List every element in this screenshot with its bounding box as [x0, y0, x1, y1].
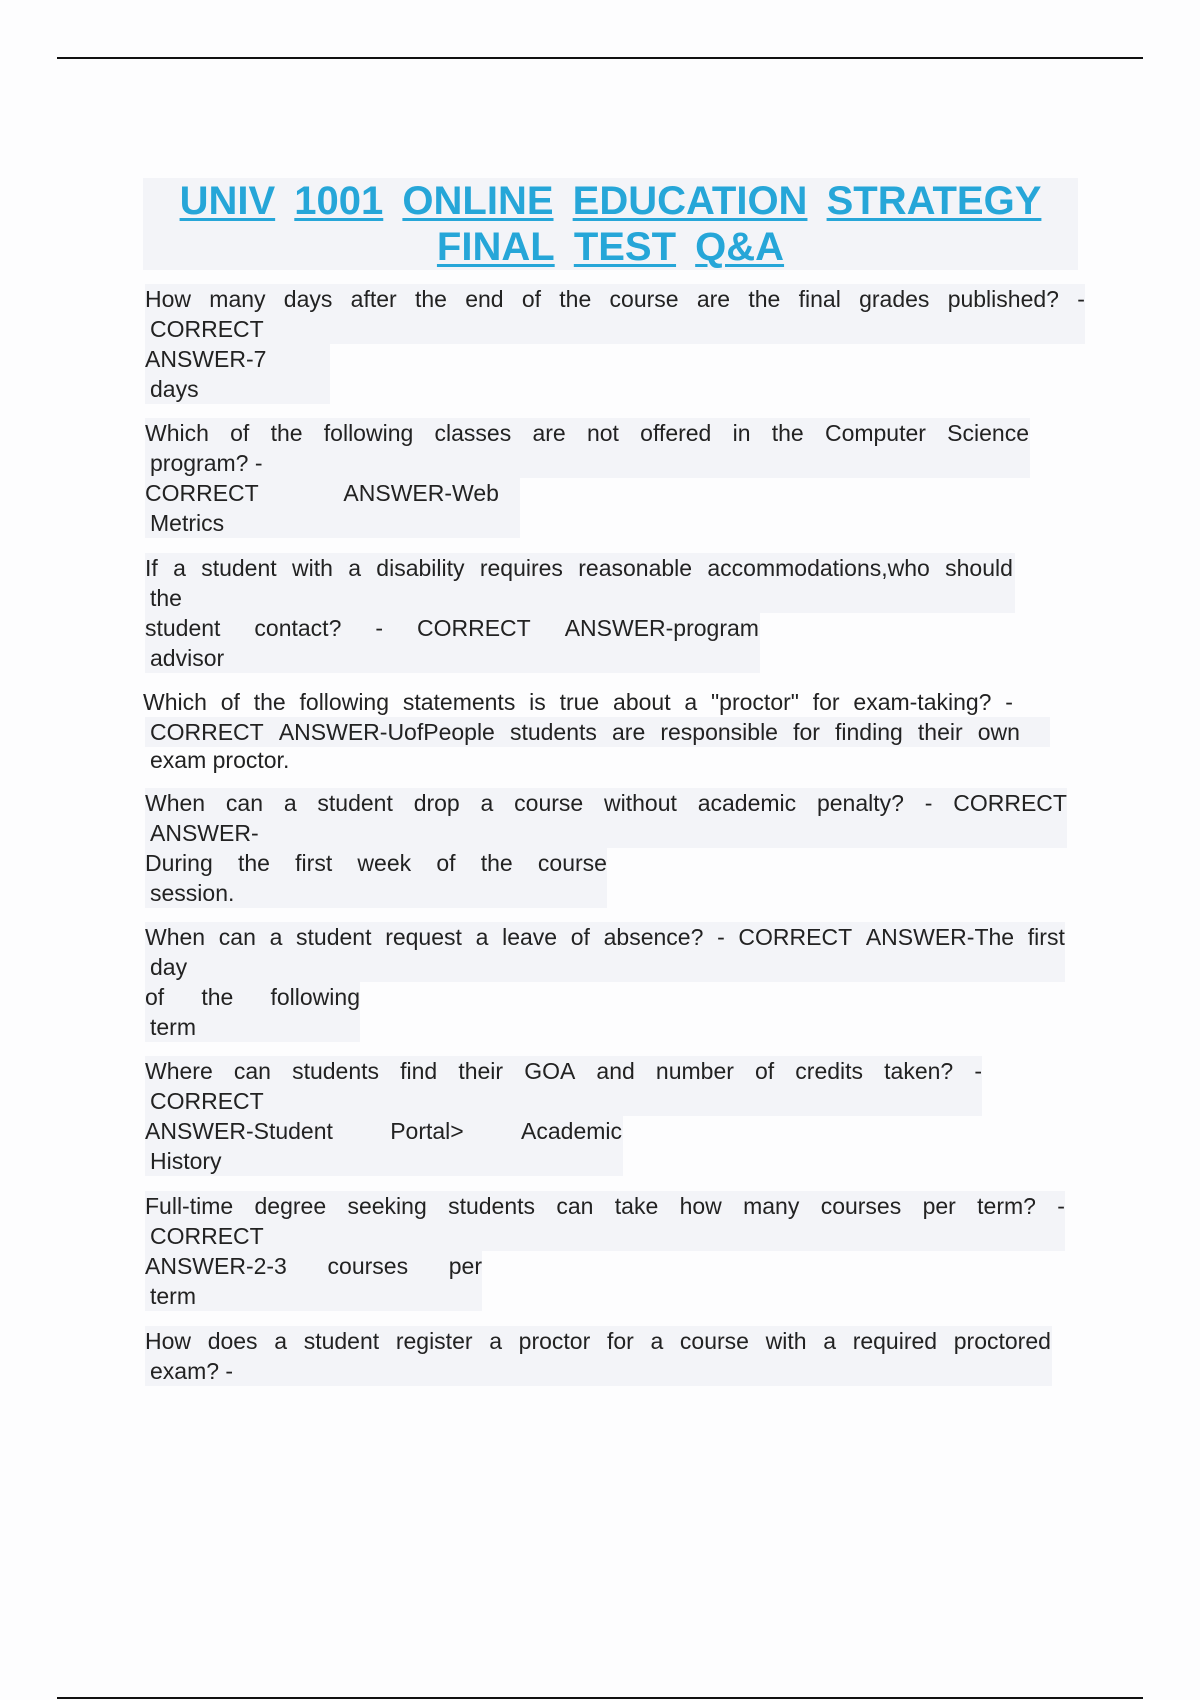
qa-line: Which of the following statements is true about a "proctor" for exam-taking? - [143, 689, 1013, 715]
qa-line: CORRECT [150, 1223, 264, 1249]
qa-line: ANSWER-2-3 courses per [145, 1253, 482, 1279]
qa-line: student contact? - CORRECT ANSWER-program [145, 615, 759, 641]
qa-line: Metrics [150, 510, 225, 536]
title-word: EDUCATION [572, 179, 808, 223]
qa-line: CORRECT ANSWER-UofPeople students are responsible for finding their own [150, 719, 1020, 745]
footer-rule [57, 1697, 1143, 1699]
title-word: STRATEGY [826, 179, 1042, 223]
qa-line: exam proctor. [150, 747, 290, 773]
qa-line: the [150, 585, 182, 611]
qa-line: ANSWER-Student Portal> Academic [145, 1118, 622, 1144]
qa-line: term [150, 1014, 196, 1040]
qa-line: Where can students find their GOA and number of credits taken? - [145, 1058, 982, 1084]
qa-line: days [150, 376, 199, 402]
qa-line: ANSWER-7 [145, 346, 267, 372]
qa-line: How many days after the end of the course are the final grades published? - [145, 286, 1085, 312]
qa-line: When can a student drop a course without academic penalty? - CORRECT [145, 790, 1067, 816]
title-word: Q&A [695, 225, 785, 269]
title-line-2 [143, 224, 1078, 270]
header-rule [57, 57, 1143, 59]
qa-line: ANSWER- [150, 820, 259, 846]
document-title [143, 178, 1078, 270]
title-word: UNIV [179, 179, 276, 223]
qa-line: Which of the following classes are not offered in the Computer Science [145, 420, 1029, 446]
title-word: FINAL [436, 225, 555, 269]
qa-line: term [150, 1283, 196, 1309]
qa-line: of the following [145, 984, 360, 1010]
qa-line: How does a student register a proctor for a course with a required proctored [145, 1328, 1051, 1354]
qa-line: session. [150, 880, 235, 906]
qa-line: advisor [150, 645, 225, 671]
title-line-1 [143, 178, 1078, 224]
qa-line: CORRECT [150, 316, 264, 342]
qa-line: exam? - [150, 1358, 234, 1384]
qa-line: During the first week of the course [145, 850, 607, 876]
qa-line: If a student with a disability requires reasonable accommodations,who should [145, 555, 1013, 581]
qa-line: CORRECT ANSWER-Web [145, 480, 499, 506]
qa-line: Full-time degree seeking students can take how many courses per term? - [145, 1193, 1065, 1219]
qa-line: CORRECT [150, 1088, 264, 1114]
qa-line: program? - [150, 450, 263, 476]
qa-line: History [150, 1148, 222, 1174]
qa-line: When can a student request a leave of absence? - CORRECT ANSWER-The first [145, 924, 1065, 950]
title-word: ONLINE [402, 179, 554, 223]
title-word: TEST [573, 225, 677, 269]
qa-line: day [150, 954, 188, 980]
title-word: 1001 [294, 179, 384, 223]
